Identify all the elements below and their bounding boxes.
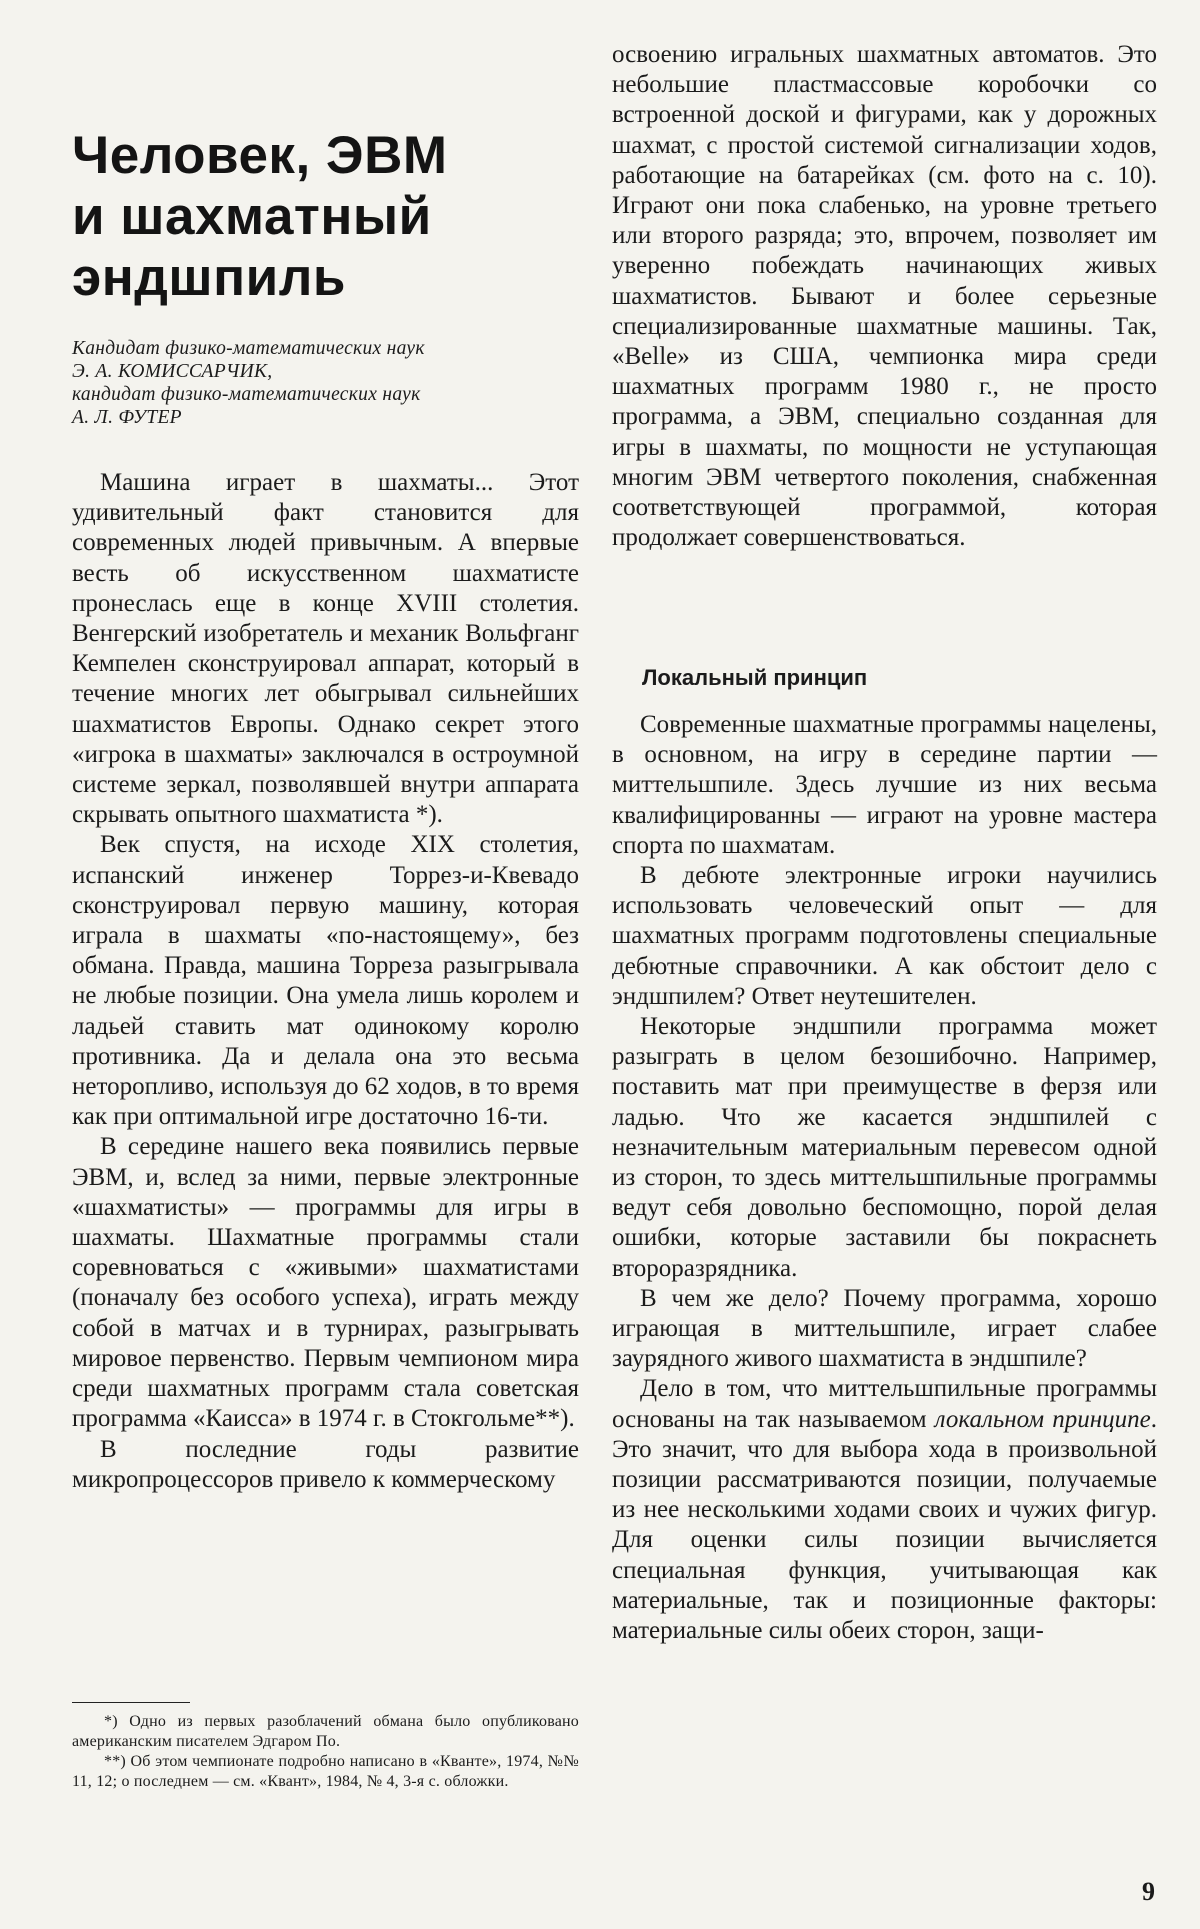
paragraph: Век спустя, на исходе XIX столетия, испанский инженер Торрез-и-Квевадо сконструировал первую машину, которая играла в шахматы «по-настоящему», без обмана. Правда, машина Торреза разыгрывала не любые позиции. Она умела лишь королем и ладьей ставить мат одинокому королю противника. Да и делала она это весьма неторопливо, используя до 62 ходов, в то время как при оптимальной игре достаточно 16-ти. xyxy=(72,831,580,1131)
paragraph: освоению игральных шахматных автоматов. Это небольшие пластмассовые коробочки со встроенной доской и фигурами, как у дорожных шахмат, с простой системой сигнализации ходов, работающие на батарейках (см. фото на с. 10). Играют они пока слабенько, на уровне третьего или второго разряда; это, впрочем, позволяет им уверенно побеждать начинающих живых шахматистов. Бывают и более серьезные специализированные шахматные машины. Так, «Belle» из США, чемпионка мира среди шахматных программ 1980 г., не просто программа, а ЭВМ, специально созданная для игры в шахматы, по мощности не уступающая многим ЭВМ четвертого поколения, снабженная соответствующей программой, которая продолжает совершенствоваться. xyxy=(612,41,1157,552)
right-column-text-top xyxy=(612,40,1157,553)
author-name: А. Л. ФУТЕР xyxy=(72,407,182,428)
paragraph: Машина играет в шахматы... Этот удивительный факт становится для современных людей привычным. А впервые весть об искусственном шахматисте пронеслась еще в конце XVIII столетия. Венгерский изобретатель и механик Вольфганг Кемпелен сконструировал аппарат, который в течение многих лет обыгрывал сильнейших шахматистов Европы. Однако секрет этого «игрока в шахматы» заключался в остроумной системе зеркал, позволявшей внутри аппарата скрывать опытного шахматиста *). xyxy=(72,469,579,829)
emphasis-term: локальном принципе xyxy=(934,1405,1151,1433)
footnote: **) Об этом чемпионате подробно написано в «Кванте», 1974, №№ 11, 12; о последнем — см. «Квант», 1984, № 4, 3-я с. обложки. xyxy=(72,1753,579,1790)
paragraph: В дебюте электронные игроки научились использовать человеческий опыт — для шахматных программ подготовлены специальные дебютные справочники. А как обстоит дело с эндшпилем? Ответ неутешителен. xyxy=(612,862,1157,1010)
paragraph: В чем же дело? Почему программа, хорошо играющая в миттельшпиле, играет слабее заурядного живого шахматиста в эндшпиле? xyxy=(612,1284,1157,1373)
paragraph: Некоторые эндшпили программа может разыграть в целом безошибочно. Например, поставить мат при преимуществе в ферзя или ладью. Что же касается эндшпилей с незначительным материальным перевесом одной из сторон, то здесь миттельшпильные программы ведут себя довольно беспомощно, порой делая ошибки, которые заставили бы покраснеть второразрядника. xyxy=(612,1013,1157,1282)
paragraph xyxy=(612,1374,1157,1646)
page-number: 9 xyxy=(1142,1877,1155,1906)
title-line: и шахматный xyxy=(72,187,432,246)
author-name: Э. А. КОМИССАРЧИК, xyxy=(72,361,273,382)
author-byline xyxy=(72,337,542,429)
paragraph: В последние годы развитие микропроцессоров привело к коммерческому xyxy=(72,1435,579,1493)
footnote-divider xyxy=(72,1702,190,1703)
article-title xyxy=(72,125,532,308)
title-line: эндшпиль xyxy=(72,248,346,307)
paragraph-text: Дело в том, что миттельшпильные программы основаны на так называемом xyxy=(612,1375,1157,1433)
title-line: Человек, ЭВМ xyxy=(72,126,448,185)
footnotes xyxy=(72,1712,579,1792)
author-credential: Кандидат физико-математических наук xyxy=(72,338,425,359)
paragraph: В середине нашего века появились первые ЭВМ, и, вслед за ними, первые электронные «шахматисты» — программы для игры в шахматы. Шахматные программы стали соревноваться с «живыми» шахматистами (поначалу без особого успеха), играть между собой в матчах и в турнирах, разыгрывать мировое первенство. Первым чемпионом мира среди шахматных программ стала советская программа «Каисса» в 1974 г. в Стокгольме**). xyxy=(72,1133,579,1433)
right-column-text-bottom xyxy=(612,710,1157,1646)
left-column-text xyxy=(72,468,579,1495)
paragraph: Современные шахматные программы нацелены, в основном, на игру в середине партии — миттельшпиле. Здесь лучшие из них весьма квалифицированны — играют на уровне мастера спорта по шахматам. xyxy=(612,711,1157,859)
author-credential: кандидат физико-математических наук xyxy=(72,384,421,405)
section-heading: Локальный принцип xyxy=(642,665,868,690)
footnote: *) Одно из первых разоблачений обмана было опубликовано американским писателем Эдгаром По. xyxy=(72,1713,579,1750)
paragraph-text: . Это значит, что для выбора хода в произвольной позиции рассматриваются позиции, получаемые из нее несколькими ходами своих и чужих фигур. Для оценки силы позиции вычисляется специальная функция, учитывающая как материальные, так и позиционные факторы: материальные силы обеих сторон, защи- xyxy=(612,1405,1157,1645)
